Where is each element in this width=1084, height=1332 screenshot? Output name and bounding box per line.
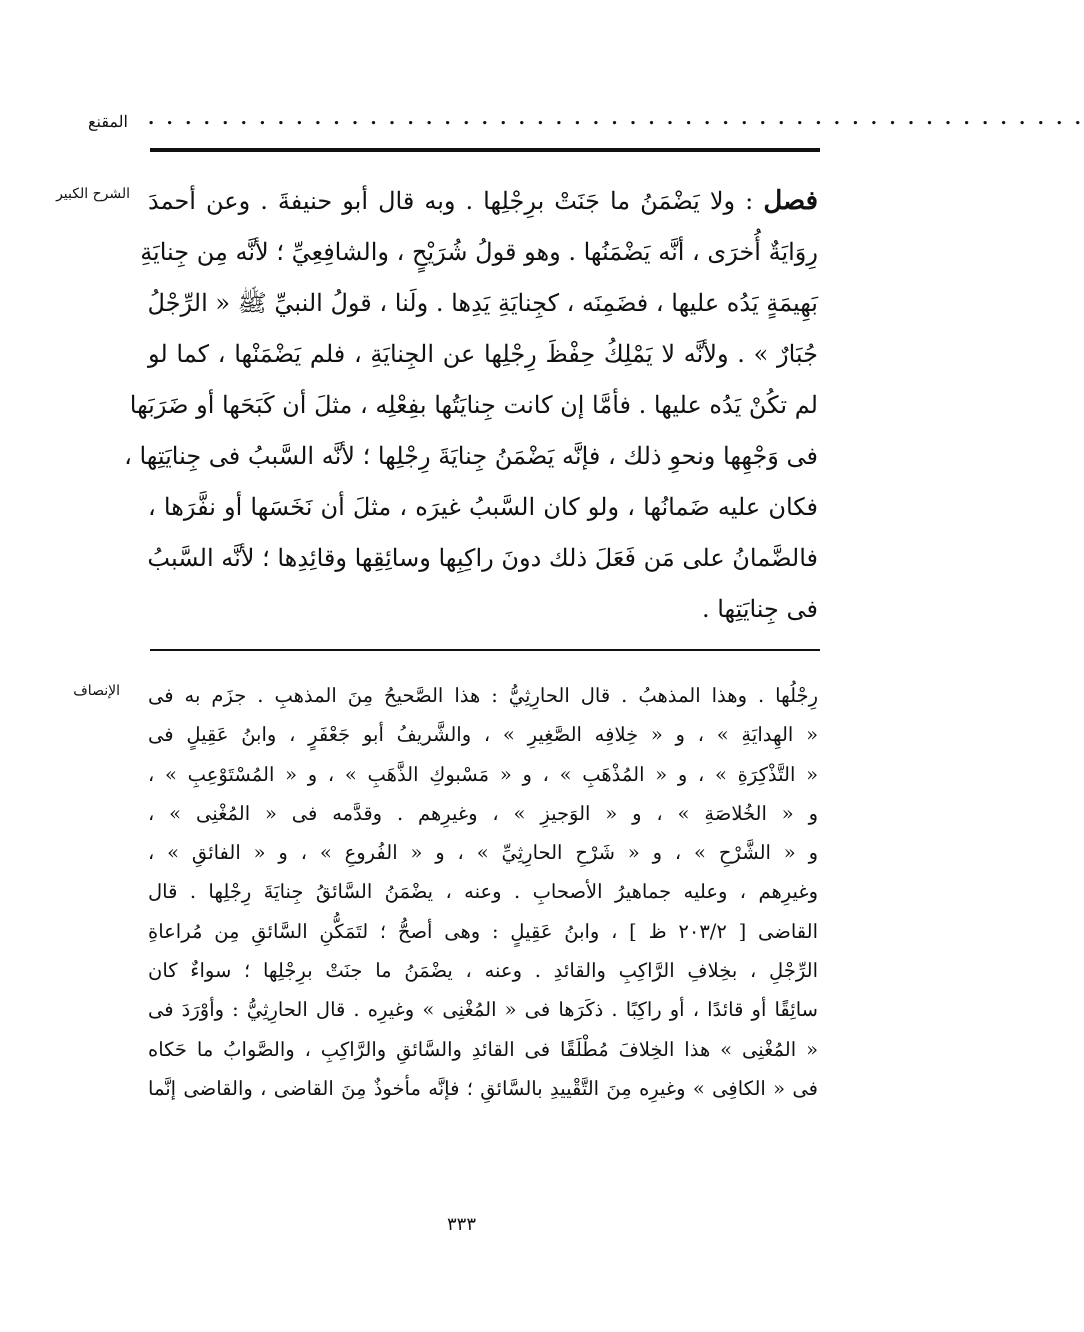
insaf-line-10: « المُغْنِى » هذا الخِلافَ مُطْلَقًا فى القائدِ والسَّائقِ والرَّاكِبِ ، والصَّوابُ ما حَكاه [148, 1037, 818, 1061]
section-divider [150, 649, 820, 651]
insaf-line-11: فى « الكافِى » وغيرِه مِنَ التَّقْييدِ بالسَّائقِ ؛ فإنَّه مأخوذٌ مِنَ القاضى ، والقاضى إنَّما [148, 1076, 818, 1100]
insaf-line-5: و « الشَّرْحِ » ، و « شَرْحِ الحارِثِيِّ » ، و « الفُروعِ » ، و « الفائقِ » ، [148, 841, 818, 865]
side-label-insaf: الإنصاف [73, 683, 120, 699]
insaf-line-3: « التَّذْكِرَةِ » ، و « المُذْهَبِ » ، و « مَسْبوكِ الذَّهَبِ » ، و « المُسْتَوْعِبِ » ، [148, 762, 818, 786]
insaf-line-7: القاضى [ ٢٠٣/٢ ظ ] ، وابنُ عَقِيلٍ : وهى أصحُّ ؛ لتَمَكُّنِ السَّائقِ مِن مُراعاةِ [148, 919, 818, 943]
running-head-title: المقنع [87, 112, 128, 131]
sharh-line-7: فكان عليه ضَمانُها ، ولو كان السَّببُ غيرَه ، مثلَ أن نَخَسَها أو نفَّرَها ، [148, 493, 818, 521]
insaf-line-8: الرِّجْلِ ، بخِلافِ الرَّاكِبِ والقائدِ . وعنه ، يضْمَنُ ما جنَتْ برِجْلِها ؛ سواءٌ كان [148, 959, 818, 983]
fasl-heading: فصل [763, 186, 818, 216]
sharh-line-4: جُبَارٌ » . ولأنَّه لا يَمْلِكُ حِفْظَ رِجْلِها عن الجِنايَةِ ، فلم يَضْمَنْها ، كما لو [148, 340, 818, 368]
side-label-sharh: الشرح الكبير [56, 186, 130, 202]
sharh-line-3: بَهِيمَةٍ يَدُه عليها ، فضَمِنَه ، كجِنايَةِ يَدِها . ولَنا ، قولُ النبيِّ ﷺ « الرِّجْلُ [147, 289, 818, 317]
insaf-commentary [148, 676, 818, 1108]
sharh-line-9: فى جِنايَتِها . [701, 595, 818, 623]
sharh-line-5: لم تكُنْ يَدُه عليها . فأمَّا إن كانت جِنايَتُها بفِعْلِه ، مثلَ أن كَبَحَها أو ضَرَبَها [129, 391, 818, 419]
insaf-line-9: سائِقًا أو قائدًا ، أو راكِبًا . ذكَرَها فى « المُغْنِى » وغيرِه . قال الحارِثِيُّ : وأوْرَدَ فى [148, 998, 818, 1022]
sharh-line-8: فالضَّمانُ على مَن فَعَلَ ذلك دونَ راكِبِها وسائِقِها وقائِدِها ؛ لأنَّه السَّببُ [147, 544, 818, 572]
insaf-line-1: رِجْلُها . وهذا المذهبُ . قال الحارِثِيُّ : هذا الصَّحيحُ مِنَ المذهبِ . جزَم به فى [148, 684, 818, 707]
page-number: ٣٣٣ [446, 1214, 476, 1235]
sharh-line-1: فصل : ولا يَضْمَنُ ما جَنَتْ برِجْلِها . وبه قال أبو حنيفةَ . وعن أحمدَ [148, 186, 818, 216]
sharh-line-2: رِوَايَةٌ أُخرَى ، أنَّه يَضْمَنُها . وهو قولُ شُرَيْحٍ ، والشافِعِيِّ ؛ لأنَّه مِن جِنايَةِ [140, 238, 818, 266]
insaf-line-6: وغيرِهم ، وعليه جماهيرُ الأصحابِ . وعنه ، يضْمَنُ السَّائقُ جِنايَةَ رِجْلِها . قال [148, 880, 818, 904]
sharh-line-6: فى وَجْهِها ونحوِ ذلك ، فإنَّه يَضْمَنُ جِنايَةَ رِجْلِها ؛ لأنَّه السَّببُ فى جِنايَتِها ، [124, 442, 818, 470]
header-dotted-leader: . . . . . . . . . . . . . . . . . . . . . . . . . . . . . . . . . . . . . . . . . . . . . . . . . . . [148, 108, 1084, 129]
sharh-commentary [124, 176, 818, 635]
header-rule [150, 148, 820, 152]
insaf-line-2: « الهِدايَةِ » ، و « خِلافِه الصَّغِيرِ » ، والشَّريفُ أبو جَعْفَرٍ ، وابنُ عَقِيلٍ فى [148, 723, 818, 747]
insaf-line-4: و « الخُلاصَةِ » ، و « الوَجيزِ » ، وغيرِهم . وقدَّمه فى « المُغْنِى » ، [148, 801, 818, 825]
